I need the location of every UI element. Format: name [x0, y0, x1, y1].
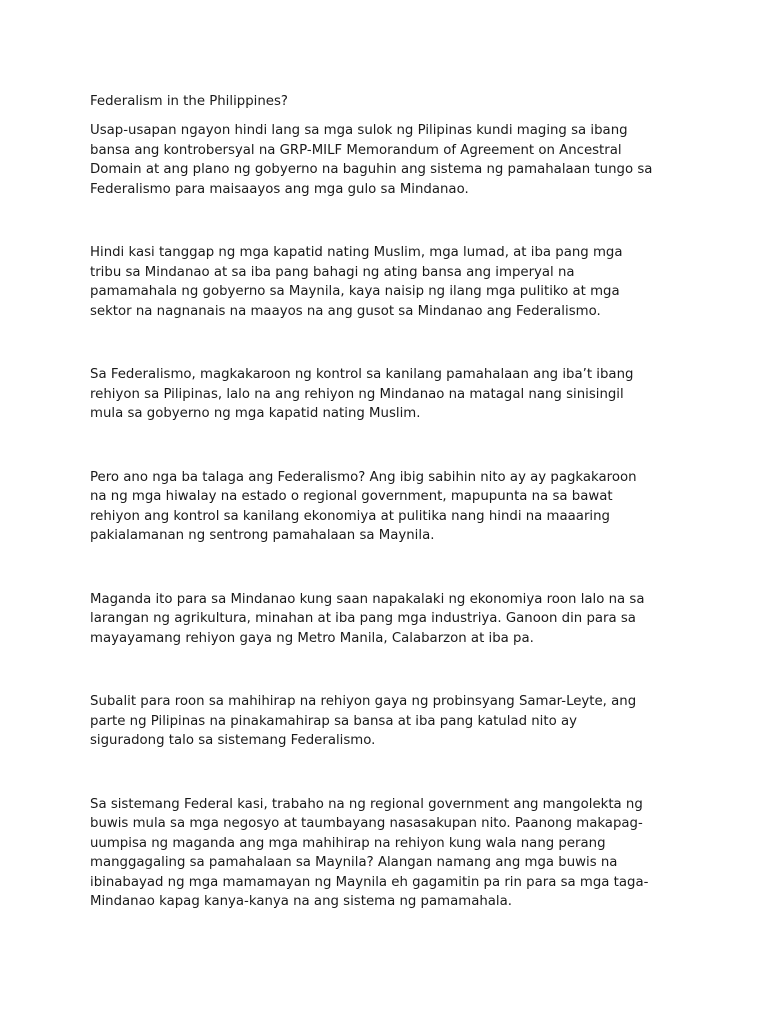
- paragraph-6: Subalit para roon sa mahihirap na rehiyon gaya ng probinsyang Samar-Leyte, ang parte ng Pilipinas na pinakamahirap sa bansa at iba pang katulad nito ay siguradong talo sa sistemang Federalismo.: [90, 694, 637, 748]
- paragraph-7: Sa sistemang Federal kasi, trabaho na ng regional government ang mangolekta ng buwis mula sa mga negosyo at taumbayang nasasakupan nito. Paanong makapag- uumpisa ng maganda ang mga mahihirap na rehiyon kung wala nang perang manggagaling sa pamahalaan sa Maynila? Alangan namang ang mga buwis na ibinabayad ng mga mamamayan ng Maynila eh gagamitin pa rin para sa mga taga- Mindanao kapag kanya-kanya na ang sistema ng pamamahala.: [90, 796, 649, 909]
- paragraph-5: Maganda ito para sa Mindanao kung saan napakalaki ng ekonomiya roon lalo na sa larangan ng agrikultura, minahan at iba pang mga industriya. Ganoon din para sa mayayamang rehiyon gaya ng Metro Manila, Calabarzon at iba pa.: [90, 591, 645, 646]
- paragraph-3: Sa Federalismo, magkakaroon ng kontrol sa kanilang pamahalaan ang iba’t ibang rehiyon sa Pilipinas, lalo na ang rehiyon ng Mindanao na matagal nang sinisingil mula sa gobyerno ng mga kapatid nating Muslim.: [90, 367, 634, 421]
- document-title: Federalism in the Philippines?: [90, 94, 288, 109]
- paragraph-2: Hindi kasi tanggap ng mga kapatid nating Muslim, mga lumad, at iba pang mga tribu sa Mindanao at sa iba pang bahagi ng ating bansa ang imperyal na pamamahala ng gobyerno sa Maynila, kaya naisip ng ilang mga pulitiko at mga sektor na nagnanais na maayos na ang gusot sa Mindanao ang Federalismo.: [90, 245, 623, 319]
- paragraph-4: Pero ano nga ba talaga ang Federalismo? Ang ibig sabihin nito ay ay pagkakaroon na ng mga hiwalay na estado o regional government, mapupunta na sa bawat rehiyon ang kontrol sa kanilang ekonomiya at pulitika nang hindi na maaaring pakialamanan ng sentrong pamahalaan sa Maynila.: [90, 469, 637, 543]
- paragraph-1: Usap-usapan ngayon hindi lang sa mga sulok ng Pilipinas kundi maging sa ibang bansa ang kontrobersyal na GRP-MILF Memorandum of Agreement on Ancestral Domain at ang plano ng gobyerno na baguhin ang sistema ng pamahalaan tungo sa Federalismo para maisaayos ang mga gulo sa Mindanao.: [90, 123, 653, 197]
- document-page: [90, 92, 690, 912]
